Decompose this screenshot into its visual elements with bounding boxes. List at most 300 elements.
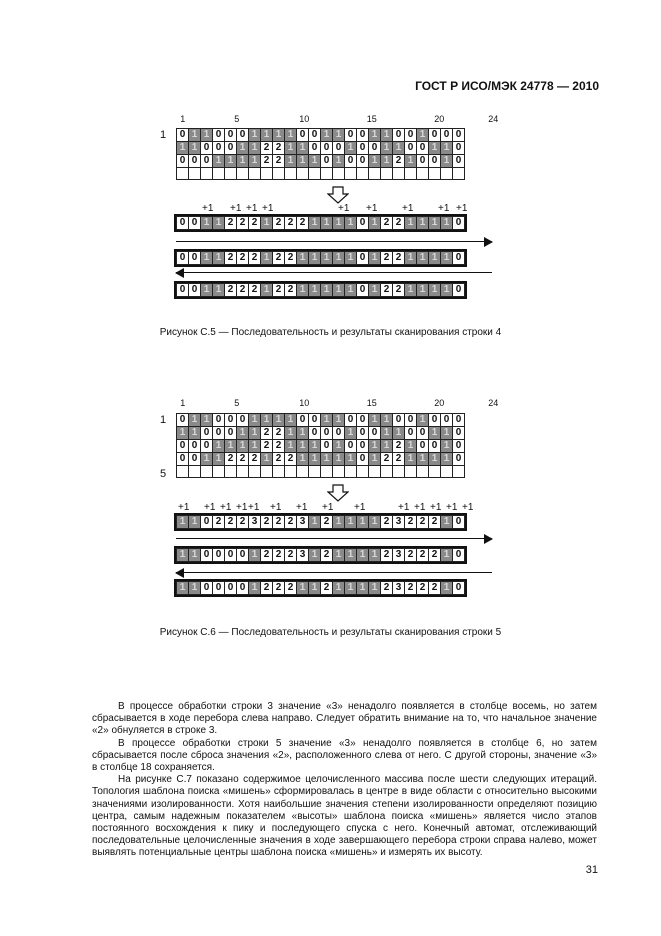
grid-cell: 0 [309, 427, 321, 440]
column-tick: 1 [180, 398, 186, 408]
grid-cell: 1 [249, 155, 261, 168]
grid-cell: 2 [429, 549, 441, 562]
grid-cell: 0 [357, 440, 369, 453]
grid-cell: 0 [453, 582, 465, 595]
grid-cell: 2 [225, 252, 237, 265]
grid-cell: 1 [441, 284, 453, 297]
grid-cell: 1 [297, 427, 309, 440]
grid-cell: 0 [201, 427, 213, 440]
grid-cell: 1 [417, 217, 429, 230]
paragraph-1: В процессе обработки строки 3 значение «3» ненадолго появляется в столбце восемь, но затем сбрасывается в ходе перебора слева направо. Следует обратить внимание на то, что начальное значение «2» обнуляется в строке 3. [92, 701, 597, 737]
grid-cell [321, 168, 333, 180]
grid-cell: 2 [225, 453, 237, 466]
left-arrow-icon [176, 567, 492, 579]
grid-cell: 0 [201, 549, 213, 562]
grid-cell: 1 [405, 217, 417, 230]
grid-cell: 1 [345, 142, 357, 155]
increment-label: +1 [414, 502, 426, 513]
grid-cell: 0 [345, 155, 357, 168]
column-tick: 24 [488, 398, 499, 408]
grid-cell: 2 [393, 155, 405, 168]
increment-label: +1 [178, 502, 190, 513]
grid-cell: 0 [213, 582, 225, 595]
grid-cell: 3 [297, 549, 309, 562]
grid-cell: 2 [285, 516, 297, 529]
grid-cell: 2 [285, 252, 297, 265]
grid-cell [429, 466, 441, 478]
grid-cell: 0 [369, 427, 381, 440]
grid-cell: 2 [381, 284, 393, 297]
column-tick: 24 [488, 114, 499, 124]
grid-cell: 1 [309, 453, 321, 466]
grid-cell [453, 466, 465, 478]
grid-cell [249, 466, 261, 478]
grid-cell: 0 [225, 129, 237, 142]
grid-cell: 1 [201, 252, 213, 265]
grid-cell: 1 [441, 440, 453, 453]
down-arrow-icon [327, 186, 349, 204]
grid-cell: 1 [249, 129, 261, 142]
grid-cell: 0 [297, 414, 309, 427]
increment-label: +1 [338, 203, 350, 214]
increment-label: +1 [462, 502, 474, 513]
grid-cell: 0 [417, 142, 429, 155]
grid-cell: 0 [189, 284, 201, 297]
grid-cell: 0 [297, 129, 309, 142]
grid-cell: 0 [177, 252, 189, 265]
grid-cell: 0 [453, 440, 465, 453]
grid-cell [249, 168, 261, 180]
grid-cell: 1 [333, 516, 345, 529]
running-header: ГОСТ Р ИСО/МЭК 24778 — 2010 [415, 79, 599, 93]
fig6-row-label-top: 1 [160, 414, 167, 426]
grid-cell: 1 [381, 129, 393, 142]
grid-cell: 0 [441, 129, 453, 142]
grid-cell: 0 [237, 414, 249, 427]
grid-cell: 0 [453, 155, 465, 168]
grid-cell: 0 [201, 516, 213, 529]
grid-cell: 1 [285, 440, 297, 453]
fig5-increment-labels [176, 203, 500, 215]
grid-cell [393, 466, 405, 478]
grid-cell: 2 [273, 217, 285, 230]
grid-cell: 2 [273, 252, 285, 265]
increment-label: +1 [354, 502, 366, 513]
grid-cell: 1 [189, 516, 201, 529]
grid-cell: 2 [429, 582, 441, 595]
grid-cell: 0 [417, 155, 429, 168]
grid-cell: 0 [357, 142, 369, 155]
grid-cell: 0 [189, 217, 201, 230]
increment-label: +1 [262, 203, 274, 214]
grid-cell: 0 [405, 142, 417, 155]
grid-cell: 1 [345, 582, 357, 595]
grid-cell: 0 [453, 142, 465, 155]
increment-label: +1 [296, 502, 308, 513]
grid-cell: 1 [201, 284, 213, 297]
grid-cell: 0 [225, 142, 237, 155]
grid-cell: 2 [261, 516, 273, 529]
grid-cell: 0 [213, 414, 225, 427]
grid-cell: 1 [213, 217, 225, 230]
fig6-output-row-2 [176, 548, 465, 562]
grid-cell: 2 [393, 284, 405, 297]
grid-cell: 0 [453, 453, 465, 466]
grid-cell [345, 168, 357, 180]
increment-label: +1 [270, 502, 282, 513]
fig5-column-ticks [176, 114, 500, 126]
grid-cell: 2 [381, 516, 393, 529]
grid-cell: 2 [237, 252, 249, 265]
grid-cell: 2 [273, 440, 285, 453]
grid-cell [177, 466, 189, 478]
grid-cell: 0 [429, 155, 441, 168]
grid-cell [357, 466, 369, 478]
grid-cell [441, 466, 453, 478]
column-tick: 1 [180, 114, 186, 124]
grid-cell: 2 [249, 284, 261, 297]
grid-cell: 2 [273, 155, 285, 168]
grid-cell: 1 [333, 453, 345, 466]
body-text [92, 701, 597, 860]
grid-cell [273, 168, 285, 180]
grid-cell: 1 [333, 549, 345, 562]
fig5-input-grid [176, 128, 465, 180]
grid-cell: 0 [321, 155, 333, 168]
increment-label: +1 [366, 203, 378, 214]
paragraph-3: На рисунке С.7 показано содержимое целочисленного массива после шести следующих итераций. Топология шаблона поиска «мишень» сформировалась в центре в виде области с относительно высокими значениями изолированности. Хотя наибольшие значения степени изолированности определяют позицию центра, самым надежным показателем «высоты» шаблона поиска «мишень» является число этапов постоянного восхождения к пику и последующего спуска с него. Конечный автомат, отслеживающий последовательные целочисленные значения в ходе завершающего перебора строки справа налево, может выявлять потенциальные центры шаблона поиска «мишень» и измерять их высоту. [92, 774, 597, 859]
grid-cell: 0 [453, 129, 465, 142]
grid-cell: 0 [201, 582, 213, 595]
grid-cell: 1 [417, 284, 429, 297]
grid-cell: 0 [321, 440, 333, 453]
grid-cell [237, 168, 249, 180]
grid-cell: 2 [249, 453, 261, 466]
grid-cell: 1 [345, 549, 357, 562]
grid-cell: 1 [357, 516, 369, 529]
column-tick: 15 [366, 114, 377, 124]
fig6-caption: Рисунок С.6 — Последовательность и результаты сканирования строки 5 [159, 627, 502, 638]
grid-cell: 2 [261, 142, 273, 155]
grid-cell: 1 [333, 155, 345, 168]
down-arrow-icon [327, 484, 349, 502]
grid-cell [201, 466, 213, 478]
grid-cell [333, 466, 345, 478]
fig5-row-label: 1 [160, 129, 167, 141]
grid-cell: 1 [177, 427, 189, 440]
grid-cell: 0 [405, 427, 417, 440]
grid-cell: 0 [237, 582, 249, 595]
grid-cell [261, 466, 273, 478]
grid-cell: 1 [297, 284, 309, 297]
grid-cell: 2 [261, 582, 273, 595]
grid-cell: 1 [333, 414, 345, 427]
column-tick: 5 [234, 398, 240, 408]
grid-cell: 2 [273, 582, 285, 595]
grid-cell: 1 [417, 453, 429, 466]
grid-cell: 0 [357, 129, 369, 142]
grid-cell: 1 [369, 440, 381, 453]
grid-cell [321, 466, 333, 478]
grid-cell [309, 466, 321, 478]
grid-cell [225, 466, 237, 478]
grid-cell: 0 [177, 129, 189, 142]
grid-cell: 1 [429, 284, 441, 297]
grid-cell: 1 [309, 440, 321, 453]
grid-cell: 1 [441, 549, 453, 562]
grid-cell: 0 [357, 414, 369, 427]
grid-cell: 0 [453, 427, 465, 440]
fig5-caption: Рисунок С.5 — Последовательность и результаты сканирования строки 4 [159, 327, 502, 338]
grid-cell: 2 [261, 440, 273, 453]
grid-cell: 1 [213, 284, 225, 297]
increment-label: +1 [438, 203, 450, 214]
grid-cell: 2 [381, 217, 393, 230]
grid-cell: 2 [285, 284, 297, 297]
increment-label: +1 [236, 502, 248, 513]
fig5-output-row-2 [176, 251, 465, 265]
grid-cell: 0 [177, 453, 189, 466]
grid-cell: 2 [237, 453, 249, 466]
grid-cell: 1 [297, 155, 309, 168]
grid-cell: 1 [357, 549, 369, 562]
grid-cell: 0 [357, 427, 369, 440]
fig6-output-row-3 [176, 581, 465, 595]
grid-cell: 2 [393, 440, 405, 453]
grid-cell: 1 [441, 155, 453, 168]
grid-cell: 2 [405, 516, 417, 529]
grid-cell: 2 [273, 549, 285, 562]
increment-label: +1 [246, 203, 258, 214]
grid-cell: 0 [237, 549, 249, 562]
grid-cell [405, 466, 417, 478]
grid-cell: 1 [261, 453, 273, 466]
grid-cell: 0 [405, 129, 417, 142]
grid-cell: 0 [213, 129, 225, 142]
grid-cell: 1 [345, 516, 357, 529]
grid-cell [189, 466, 201, 478]
grid-cell: 1 [417, 252, 429, 265]
column-tick: 10 [299, 398, 310, 408]
grid-cell: 0 [357, 155, 369, 168]
grid-cell: 1 [441, 582, 453, 595]
grid-cell: 1 [345, 427, 357, 440]
grid-cell: 0 [189, 252, 201, 265]
grid-cell [285, 168, 297, 180]
grid-cell: 0 [357, 252, 369, 265]
grid-cell: 2 [285, 582, 297, 595]
grid-cell: 2 [393, 252, 405, 265]
grid-cell: 1 [321, 129, 333, 142]
grid-cell: 1 [321, 252, 333, 265]
fig6-input-grid [176, 413, 465, 478]
grid-cell: 1 [273, 129, 285, 142]
grid-cell: 1 [405, 453, 417, 466]
grid-cell: 0 [345, 129, 357, 142]
grid-cell: 1 [201, 414, 213, 427]
grid-cell: 1 [369, 155, 381, 168]
column-tick: 20 [434, 114, 445, 124]
grid-cell: 0 [237, 129, 249, 142]
grid-cell: 0 [177, 217, 189, 230]
grid-cell: 1 [369, 217, 381, 230]
grid-cell [201, 168, 213, 180]
grid-cell: 2 [273, 142, 285, 155]
grid-cell: 1 [309, 252, 321, 265]
grid-cell: 2 [249, 217, 261, 230]
grid-cell: 1 [405, 440, 417, 453]
grid-cell: 1 [405, 252, 417, 265]
fig5-output-row-1 [176, 216, 465, 230]
grid-cell: 2 [381, 582, 393, 595]
grid-cell: 2 [381, 453, 393, 466]
grid-cell [225, 168, 237, 180]
grid-cell: 1 [261, 252, 273, 265]
grid-cell: 0 [201, 155, 213, 168]
grid-cell: 0 [453, 549, 465, 562]
grid-cell: 1 [309, 217, 321, 230]
grid-cell [369, 168, 381, 180]
grid-cell: 2 [213, 516, 225, 529]
grid-cell: 1 [309, 549, 321, 562]
grid-cell: 1 [321, 217, 333, 230]
grid-cell: 0 [417, 427, 429, 440]
right-arrow-icon [176, 533, 492, 545]
grid-cell: 1 [285, 414, 297, 427]
grid-cell: 0 [345, 414, 357, 427]
paragraph-2: В процессе обработки строки 5 значение «3» ненадолго появляется в столбце 6, но затем сбрасывается после сброса значения «2», расположенного слева от него. С другой стороны, значение «3» в столбце 18 сохраняется. [92, 737, 597, 774]
column-tick: 5 [234, 114, 240, 124]
grid-cell: 2 [273, 453, 285, 466]
grid-cell: 0 [213, 549, 225, 562]
right-arrow-icon [176, 236, 492, 248]
grid-cell [213, 168, 225, 180]
grid-cell: 1 [189, 427, 201, 440]
increment-label: +1 [220, 502, 232, 513]
grid-cell: 1 [369, 516, 381, 529]
grid-cell [345, 466, 357, 478]
grid-cell: 1 [249, 549, 261, 562]
grid-cell: 0 [189, 453, 201, 466]
grid-cell: 1 [381, 427, 393, 440]
grid-cell [177, 168, 189, 180]
grid-cell [393, 168, 405, 180]
grid-cell [285, 466, 297, 478]
grid-cell: 0 [393, 129, 405, 142]
grid-cell: 1 [309, 284, 321, 297]
increment-label: +1 [230, 203, 242, 214]
page-number: 31 [585, 864, 598, 876]
grid-cell: 2 [417, 549, 429, 562]
grid-cell [357, 168, 369, 180]
grid-cell: 1 [213, 440, 225, 453]
grid-cell [405, 168, 417, 180]
grid-cell: 0 [441, 414, 453, 427]
grid-cell: 1 [261, 129, 273, 142]
grid-cell: 1 [405, 284, 417, 297]
grid-cell: 2 [321, 582, 333, 595]
grid-cell: 0 [453, 284, 465, 297]
grid-cell: 0 [417, 440, 429, 453]
grid-cell: 3 [393, 549, 405, 562]
grid-cell [453, 168, 465, 180]
grid-cell: 1 [369, 582, 381, 595]
grid-cell: 1 [369, 129, 381, 142]
grid-cell: 1 [309, 582, 321, 595]
grid-cell: 1 [441, 516, 453, 529]
grid-cell: 1 [345, 252, 357, 265]
increment-label: +1 [398, 502, 410, 513]
grid-cell: 1 [393, 427, 405, 440]
grid-cell: 0 [357, 453, 369, 466]
grid-cell: 1 [405, 155, 417, 168]
grid-cell: 3 [249, 516, 261, 529]
grid-cell: 1 [429, 427, 441, 440]
grid-cell: 1 [381, 155, 393, 168]
grid-cell: 1 [201, 217, 213, 230]
grid-cell: 1 [309, 155, 321, 168]
grid-cell: 2 [225, 284, 237, 297]
grid-cell: 2 [237, 516, 249, 529]
grid-cell: 1 [441, 252, 453, 265]
grid-cell: 1 [345, 284, 357, 297]
grid-cell: 1 [201, 453, 213, 466]
grid-cell: 1 [237, 155, 249, 168]
grid-cell: 2 [429, 516, 441, 529]
grid-cell: 0 [453, 516, 465, 529]
grid-cell: 2 [261, 427, 273, 440]
grid-cell: 1 [177, 516, 189, 529]
grid-cell: 0 [225, 414, 237, 427]
column-tick: 15 [366, 398, 377, 408]
grid-cell: 1 [333, 582, 345, 595]
column-tick: 10 [299, 114, 310, 124]
grid-cell: 2 [285, 453, 297, 466]
grid-cell: 1 [441, 427, 453, 440]
fig6-column-ticks [176, 398, 500, 410]
grid-cell [333, 168, 345, 180]
grid-cell: 1 [177, 142, 189, 155]
grid-cell: 3 [393, 516, 405, 529]
grid-cell: 0 [393, 414, 405, 427]
grid-cell: 1 [237, 142, 249, 155]
grid-cell: 1 [297, 582, 309, 595]
grid-cell: 0 [357, 284, 369, 297]
grid-cell [189, 168, 201, 180]
grid-cell: 1 [321, 284, 333, 297]
grid-cell: 1 [333, 284, 345, 297]
grid-cell: 1 [189, 582, 201, 595]
grid-cell [297, 466, 309, 478]
grid-cell: 0 [309, 142, 321, 155]
grid-cell: 1 [237, 427, 249, 440]
grid-cell: 1 [321, 414, 333, 427]
grid-cell [429, 168, 441, 180]
grid-cell: 0 [213, 142, 225, 155]
grid-cell: 0 [177, 414, 189, 427]
grid-cell: 0 [177, 284, 189, 297]
grid-cell: 2 [285, 217, 297, 230]
grid-cell: 1 [249, 414, 261, 427]
grid-cell: 2 [225, 516, 237, 529]
grid-cell: 1 [381, 440, 393, 453]
grid-cell: 1 [333, 440, 345, 453]
grid-cell: 1 [249, 440, 261, 453]
grid-cell: 1 [201, 129, 213, 142]
grid-cell: 0 [357, 217, 369, 230]
grid-cell: 1 [225, 440, 237, 453]
grid-cell: 0 [321, 427, 333, 440]
